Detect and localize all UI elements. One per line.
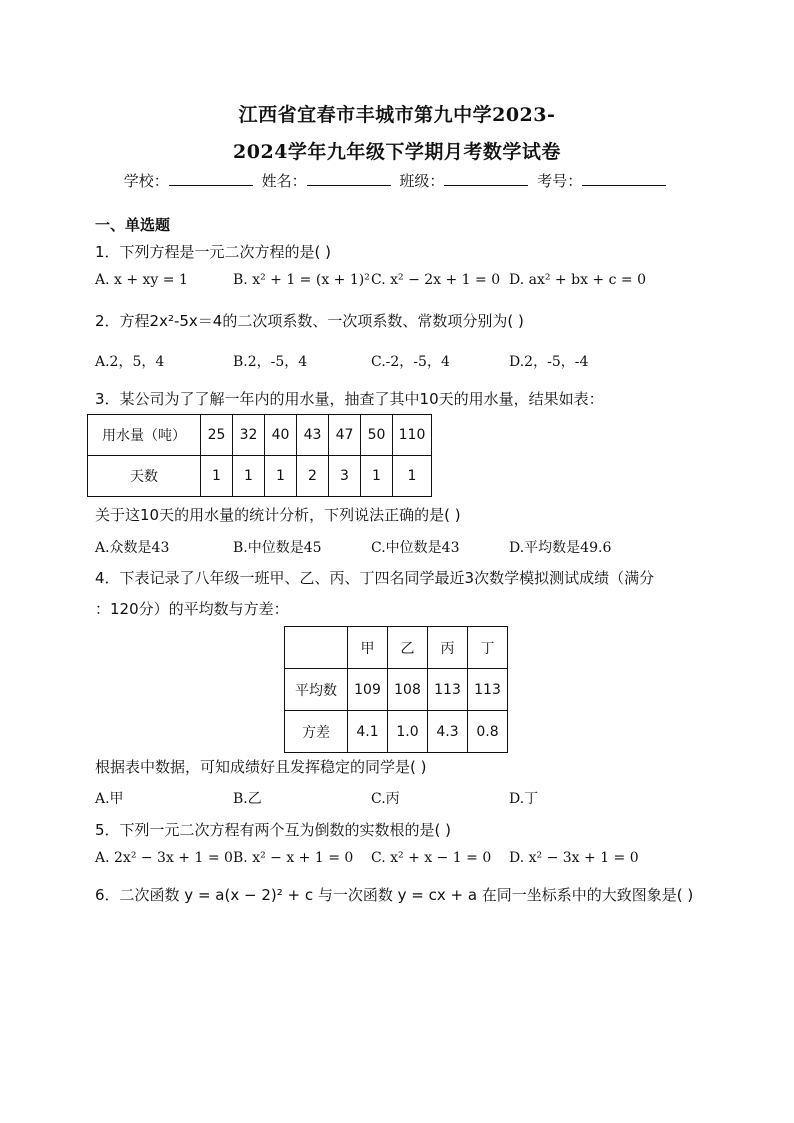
class-label: 班级： xyxy=(399,172,445,190)
table-cell: 1 xyxy=(361,456,393,497)
table-cell: 4.1 xyxy=(348,711,388,753)
q1-option-c: C. x² − 2x + 1 = 0 xyxy=(371,272,501,288)
table-cell: 丙 xyxy=(428,627,468,669)
q5-option-d: D. x² − 3x + 1 = 0 xyxy=(509,850,639,866)
q4-option-c: C.丙 xyxy=(371,791,400,807)
table-cell: 4.3 xyxy=(428,711,468,753)
q3-stem: 3．某公司为了了解一年内的用水量，抽查了其中10天的用水量，结果如表： xyxy=(95,390,604,408)
page-title-line2: 2024学年九年级下学期月考数学试卷 xyxy=(233,141,561,163)
table-cell: 109 xyxy=(348,669,388,711)
table-cell: 1 xyxy=(233,456,265,497)
table-row xyxy=(285,711,508,753)
table-cell: 平均数 xyxy=(285,669,348,711)
table-cell: 天数 xyxy=(88,456,201,497)
q5-stem: 5．下列一元二次方程有两个互为倒数的实数根的是( ) xyxy=(95,821,452,839)
q4-option-a: A.甲 xyxy=(95,791,124,807)
q2-stem: 2．方程2x²-5x＝4的二次项系数、一次项系数、常数项分别为( ) xyxy=(95,312,524,330)
table-cell: 110 xyxy=(393,415,432,456)
school-blank xyxy=(169,171,253,186)
student-info-row xyxy=(0,170,794,191)
school-label: 学校： xyxy=(123,172,169,190)
q3-option-d: D.平均数是49.6 xyxy=(509,540,612,556)
table-cell: 3 xyxy=(329,456,361,497)
table-cell: 2 xyxy=(297,456,329,497)
q3-option-a: A.众数是43 xyxy=(95,540,170,556)
q1-option-a: A. x + xy = 1 xyxy=(95,272,188,288)
table-cell: 113 xyxy=(468,669,508,711)
table-cell: 40 xyxy=(265,415,297,456)
table-cell: 25 xyxy=(201,415,233,456)
q2-option-a: A.2，5，4 xyxy=(95,354,165,370)
q3-followup: 关于这10天的用水量的统计分析，下列说法正确的是( ) xyxy=(95,506,461,524)
table-cell: 方差 xyxy=(285,711,348,753)
table-cell: 丁 xyxy=(468,627,508,669)
q1-stem: 1．下列方程是一元二次方程的是( ) xyxy=(95,243,332,261)
page-title-line1: 江西省宜春市丰城市第九中学2023- xyxy=(238,104,556,126)
table-cell: 0.8 xyxy=(468,711,508,753)
q2-option-d: D.2，-5，-4 xyxy=(509,354,589,370)
q4-followup: 根据表中数据，可知成绩好且发挥稳定的同学是( ) xyxy=(95,758,427,776)
table-cell: 32 xyxy=(233,415,265,456)
name-blank xyxy=(307,171,391,186)
q6-stem: 6．二次函数 y = a(x − 2)² + c 与一次函数 y = cx + a 在同一坐标系中的大致图象是( ) xyxy=(95,886,694,904)
q1-option-d: D. ax² + bx + c = 0 xyxy=(509,272,646,288)
q4-option-b: B.乙 xyxy=(233,791,262,807)
table-cell: 1 xyxy=(393,456,432,497)
table-row xyxy=(88,456,432,497)
table-cell: 乙 xyxy=(388,627,428,669)
number-label: 考号： xyxy=(537,172,583,190)
table-cell: 1 xyxy=(265,456,297,497)
q5-option-b: B. x² − x + 1 = 0 xyxy=(233,850,354,866)
table-cell: 113 xyxy=(428,669,468,711)
table-cell: 47 xyxy=(329,415,361,456)
q5-option-a: A. 2x² − 3x + 1 = 0 xyxy=(95,850,233,866)
q1-option-b: B. x² + 1 = (x + 1)² xyxy=(233,272,370,288)
number-blank xyxy=(582,171,666,186)
table-row xyxy=(88,415,432,456)
table-cell: 甲 xyxy=(348,627,388,669)
table-cell: 43 xyxy=(297,415,329,456)
table-cell: 108 xyxy=(388,669,428,711)
class-blank xyxy=(444,171,528,186)
q3-option-c: C.中位数是43 xyxy=(371,540,460,556)
q4-stem-line1: 4．下表记录了八年级一班甲、乙、丙、丁四名同学最近3次数学模拟测试成绩（满分 xyxy=(95,569,655,587)
water-usage-table xyxy=(87,414,432,497)
q5-option-c: C. x² + x − 1 = 0 xyxy=(371,850,492,866)
table-cell: 1 xyxy=(201,456,233,497)
name-label: 姓名： xyxy=(261,172,307,190)
q2-option-b: B.2，-5，4 xyxy=(233,354,308,370)
section-heading: 一、单选题 xyxy=(95,216,171,234)
q2-option-c: C.-2，-5，4 xyxy=(371,354,450,370)
q3-option-b: B.中位数是45 xyxy=(233,540,322,556)
table-row xyxy=(285,627,508,669)
table-cell: 50 xyxy=(361,415,393,456)
table-cell: 用水量（吨） xyxy=(88,415,201,456)
scores-table xyxy=(284,626,508,753)
table-cell: 1.0 xyxy=(388,711,428,753)
q4-stem-line2: ：120分）的平均数与方差： xyxy=(95,600,289,618)
q4-option-d: D.丁 xyxy=(509,791,539,807)
table-row xyxy=(285,669,508,711)
table-cell xyxy=(285,627,348,669)
